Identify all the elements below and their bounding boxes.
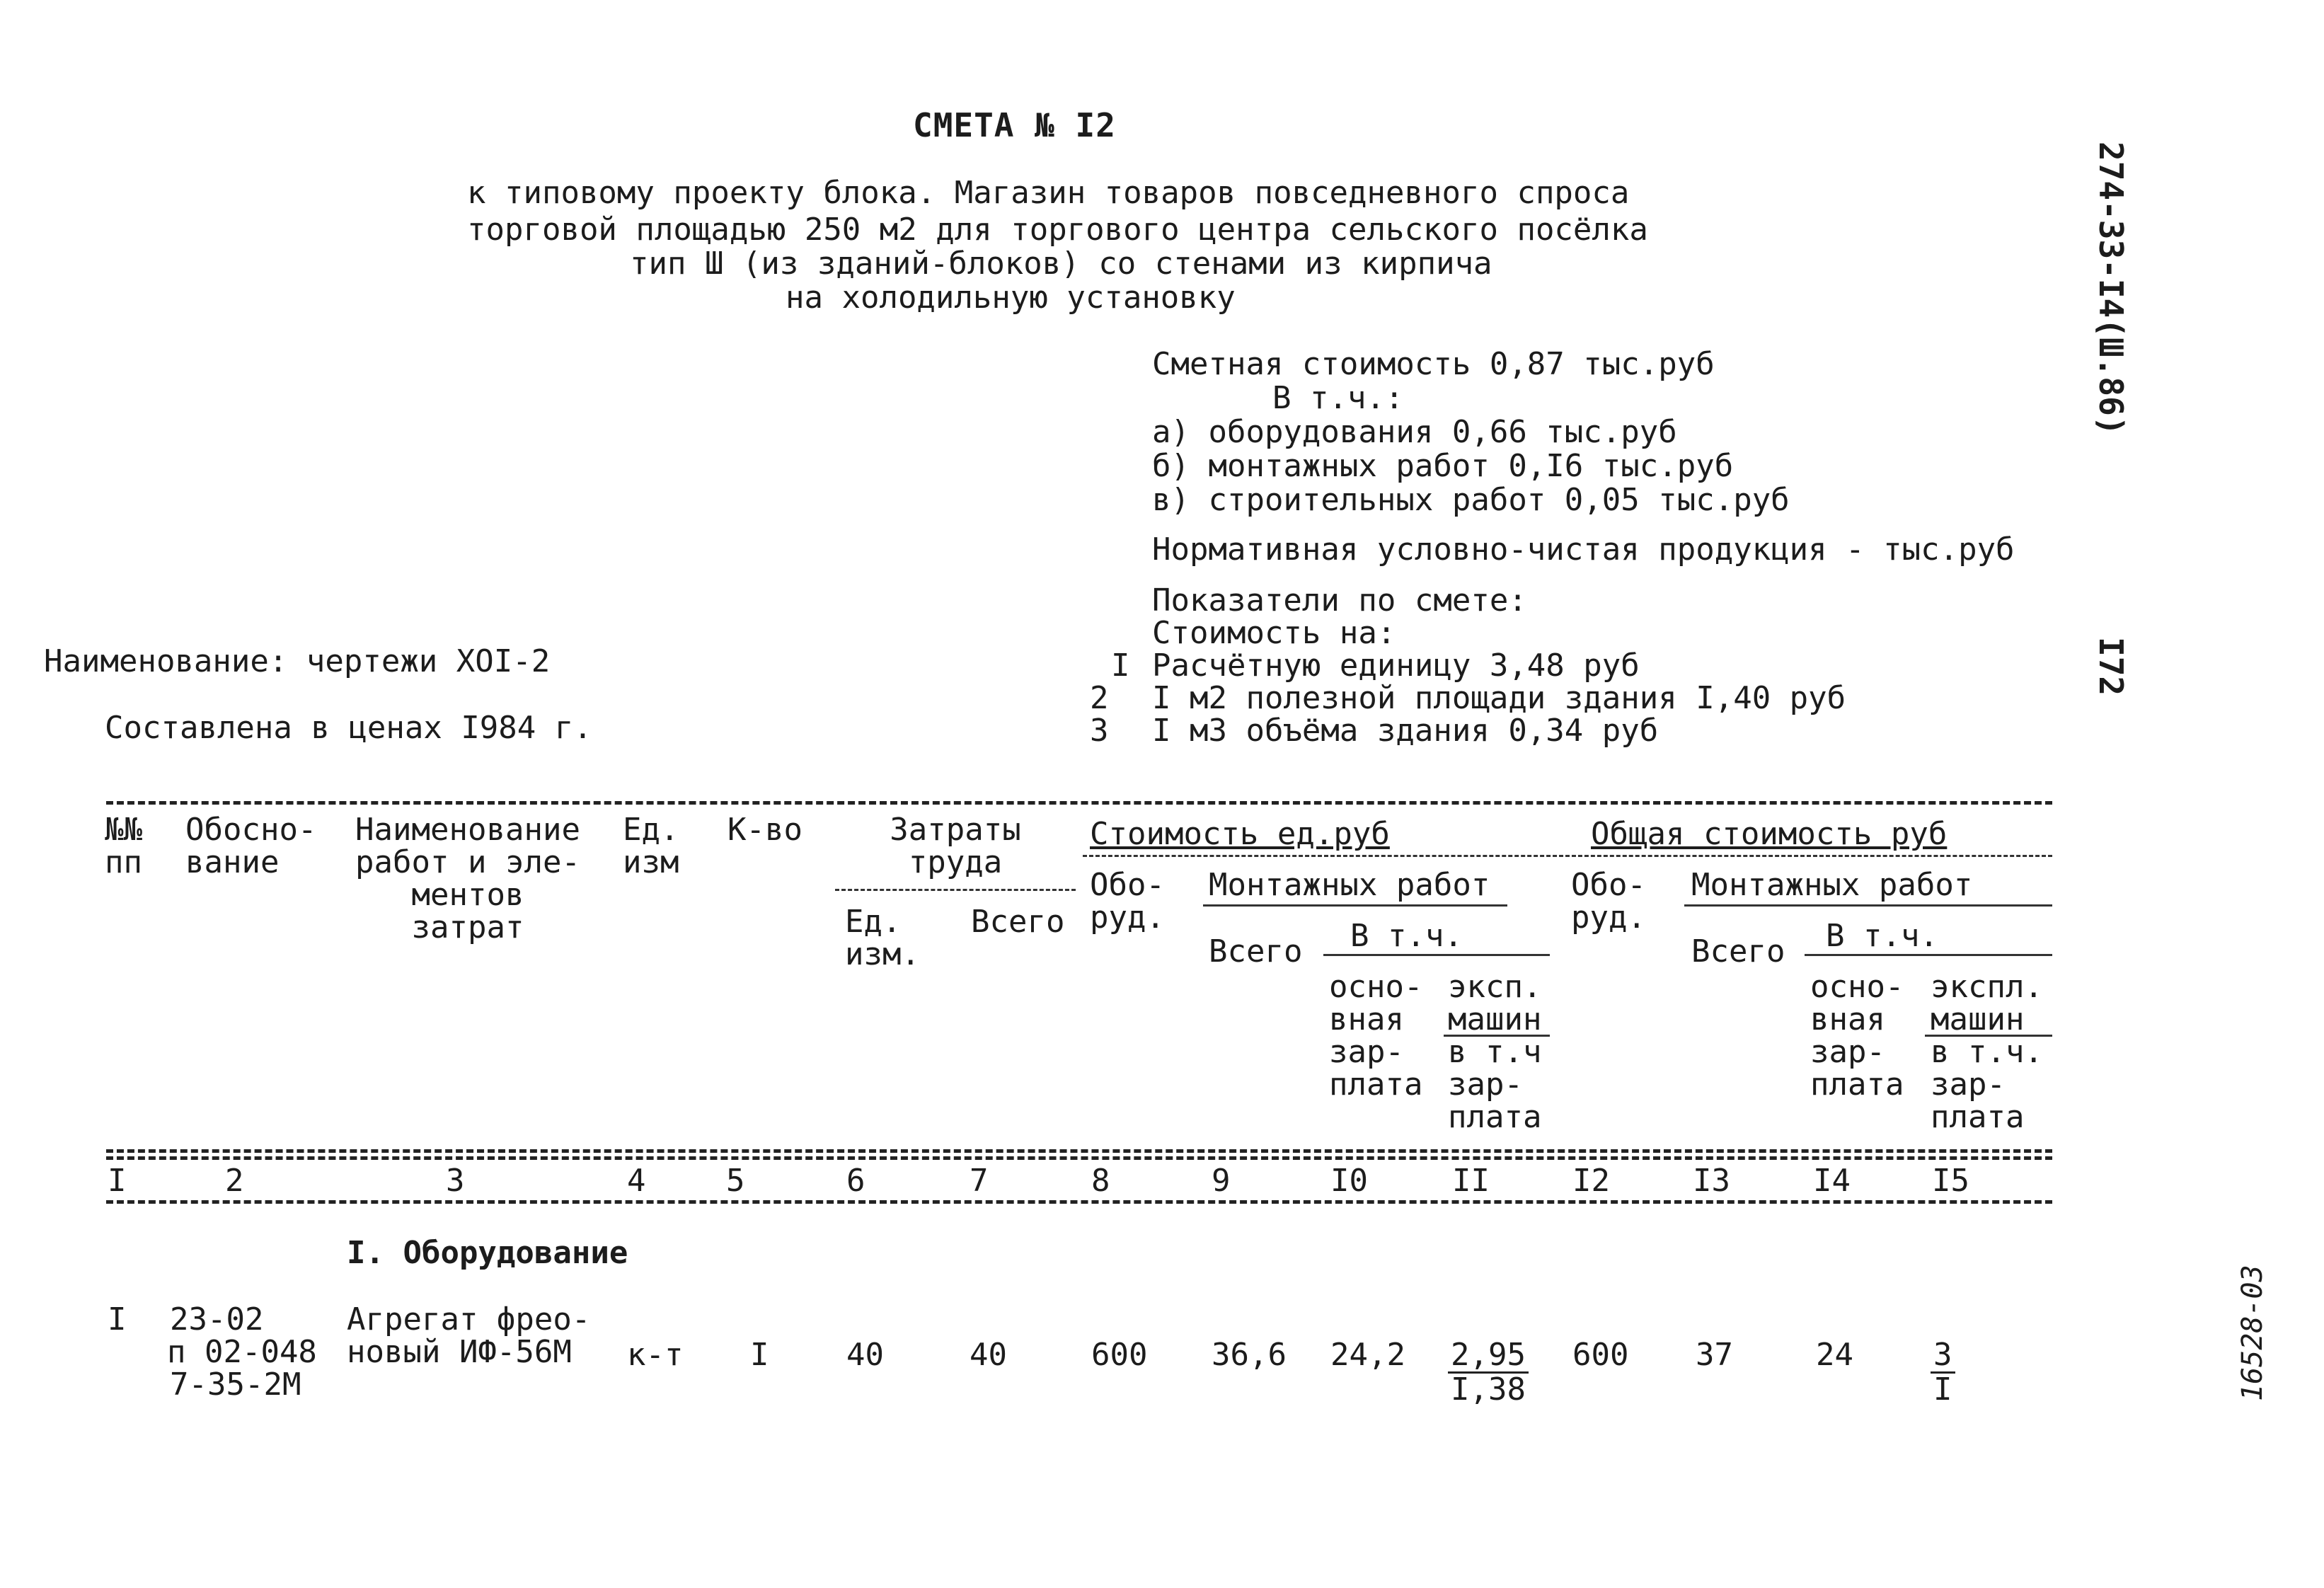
colnum-13: I3 — [1693, 1163, 1730, 1199]
colnum-11: II — [1452, 1163, 1490, 1199]
doc-subtitle-2: торговой площадью 250 м2 для торгового центра сельского посёлка — [467, 212, 1648, 248]
header-labor: Затраты труда — [890, 812, 1021, 880]
colnum-7: 7 — [970, 1163, 989, 1199]
side-page-number: I72 — [2092, 637, 2130, 696]
underline-mount-unit — [1203, 904, 1507, 907]
row-mount-total-unit: 36,6 — [1212, 1337, 1287, 1373]
row-mount-total: 37 — [1696, 1337, 1733, 1373]
underline-incl-unit — [1323, 954, 1550, 956]
header-mount-total-total: Всего — [1691, 933, 1785, 970]
doc-subtitle-1: к типовому проекту блока. Магазин товаров повседневного спроса — [467, 175, 1630, 211]
cost-item-num-1: I — [1111, 648, 1130, 684]
row-labor-unit: 40 — [846, 1337, 884, 1373]
cost-item-3: I м3 объёма здания 0,34 руб — [1152, 713, 1659, 749]
row-machines-total: $\frac{3}{I}$ — [1931, 1339, 1955, 1406]
row-equip-unit: 600 — [1091, 1337, 1148, 1373]
header-bottom-rule — [106, 1149, 2052, 1153]
price-basis: Составлена в ценах I984 г. — [105, 710, 592, 746]
colnum-9: 9 — [1212, 1163, 1231, 1199]
section-heading: I. Оборудование — [347, 1235, 628, 1271]
drawings-name: Наименование: чертежи XOI-2 — [44, 643, 551, 679]
row-base-wage-total: 24 — [1816, 1337, 1853, 1373]
doc-title: СМЕТА № I2 — [913, 106, 1116, 144]
cost-on: Стоимость на: — [1152, 615, 1396, 651]
underline-incl-total — [1805, 954, 2052, 956]
header-total-cost: Общая стоимость руб — [1591, 816, 1948, 852]
header-machines-unit: эксп. машин в т.ч зар- плата — [1448, 969, 1542, 1135]
header-equip-total: Обо- руд. — [1571, 867, 1646, 936]
row-name: Агрегат фрео- новый ИФ-56М — [347, 1301, 591, 1370]
header-rule-upper — [1083, 855, 2052, 857]
row-basis: 23-02 п 02-048 7-35-2М — [167, 1301, 317, 1403]
header-col-unit: Ед. изм — [623, 812, 679, 880]
row-unit: к-т — [627, 1337, 684, 1373]
cost-item-num-2: 2 — [1090, 680, 1109, 716]
underline-mount-total — [1684, 904, 2052, 907]
header-incl-unit: В т.ч. — [1350, 918, 1463, 954]
cost-item-2: I м2 полезной площади здания I,40 руб — [1152, 680, 1846, 716]
colnum-8: 8 — [1091, 1163, 1110, 1199]
row-number: I — [108, 1301, 127, 1337]
colnum-top-rule — [106, 1156, 2052, 1160]
header-machines-total: экспл. машин в т.ч. зар- плата — [1931, 969, 2043, 1135]
cost-mounting: б) монтажных работ 0,I6 тыс.руб — [1152, 448, 1734, 484]
colnum-12: I2 — [1572, 1163, 1610, 1199]
header-base-wage-total: осно- вная зар- плата — [1810, 969, 1904, 1103]
doc-subtitle-4: на холодильную установку — [786, 280, 1236, 316]
table-top-rule — [106, 801, 2052, 805]
row-base-wage-unit: 24,2 — [1330, 1337, 1405, 1373]
colnum-14: I4 — [1813, 1163, 1851, 1199]
colnum-5: 5 — [726, 1163, 745, 1199]
header-base-wage-unit: осно- вная зар- плата — [1329, 969, 1423, 1103]
doc-subtitle-3: тип Ш (из зданий-блоков) со стенами из кирпича — [630, 246, 1492, 282]
cost-construction: в) строительных работ 0,05 тыс.руб — [1152, 482, 1790, 518]
row-equip-total: 600 — [1572, 1337, 1629, 1373]
header-mount-total: Монтажных работ — [1691, 867, 1973, 903]
cost-total: Сметная стоимость 0,87 тыс.руб — [1152, 346, 1715, 382]
header-mount-unit: Монтажных работ — [1209, 867, 1490, 903]
side-code: 274-33-I4(Ш.86) — [2092, 142, 2130, 436]
row-qty: I — [750, 1337, 769, 1373]
header-rule-labor — [835, 889, 1076, 891]
colnum-2: 2 — [225, 1163, 244, 1199]
cost-normative: Нормативная условно-чистая продукция - тыс.руб — [1152, 531, 2015, 568]
header-labor-unit: Ед. изм. — [845, 904, 920, 972]
header-equip-unit: Обо- руд. — [1090, 867, 1165, 936]
colnum-6: 6 — [846, 1163, 865, 1199]
row-labor-total: 40 — [970, 1337, 1007, 1373]
header-col-name: Наименование работ и эле- ментов затрат — [355, 812, 580, 945]
cost-item-1: Расчётную единицу 3,48 руб — [1152, 648, 1640, 684]
header-mount-unit-total: Всего — [1209, 933, 1303, 970]
header-col-number: №№ пп — [105, 812, 142, 880]
row-machines-unit: $\frac{2,95}{I,38}$ — [1448, 1339, 1529, 1406]
side-stamp: 16528-03 — [2236, 1265, 2269, 1401]
colnum-10: I0 — [1330, 1163, 1368, 1199]
colnum-15: I5 — [1932, 1163, 1969, 1199]
cost-equipment: а) оборудования 0,66 тыс.руб — [1152, 414, 1677, 450]
cost-incl: В т.ч.: — [1272, 380, 1404, 416]
header-labor-total: Всего — [971, 904, 1065, 940]
header-unit-cost: Стоимость ед.руб — [1090, 816, 1390, 852]
colnum-3: 3 — [446, 1163, 465, 1199]
cost-item-num-3: 3 — [1090, 713, 1109, 749]
cost-indicators: Показатели по смете: — [1152, 582, 1527, 618]
colnum-1: I — [108, 1163, 127, 1199]
colnum-bottom-rule — [106, 1200, 2052, 1204]
colnum-4: 4 — [627, 1163, 646, 1199]
header-incl-total: В т.ч. — [1826, 918, 1938, 954]
header-col-qty: К-во — [727, 812, 803, 848]
header-col-basis: Обосно- вание — [185, 812, 317, 880]
